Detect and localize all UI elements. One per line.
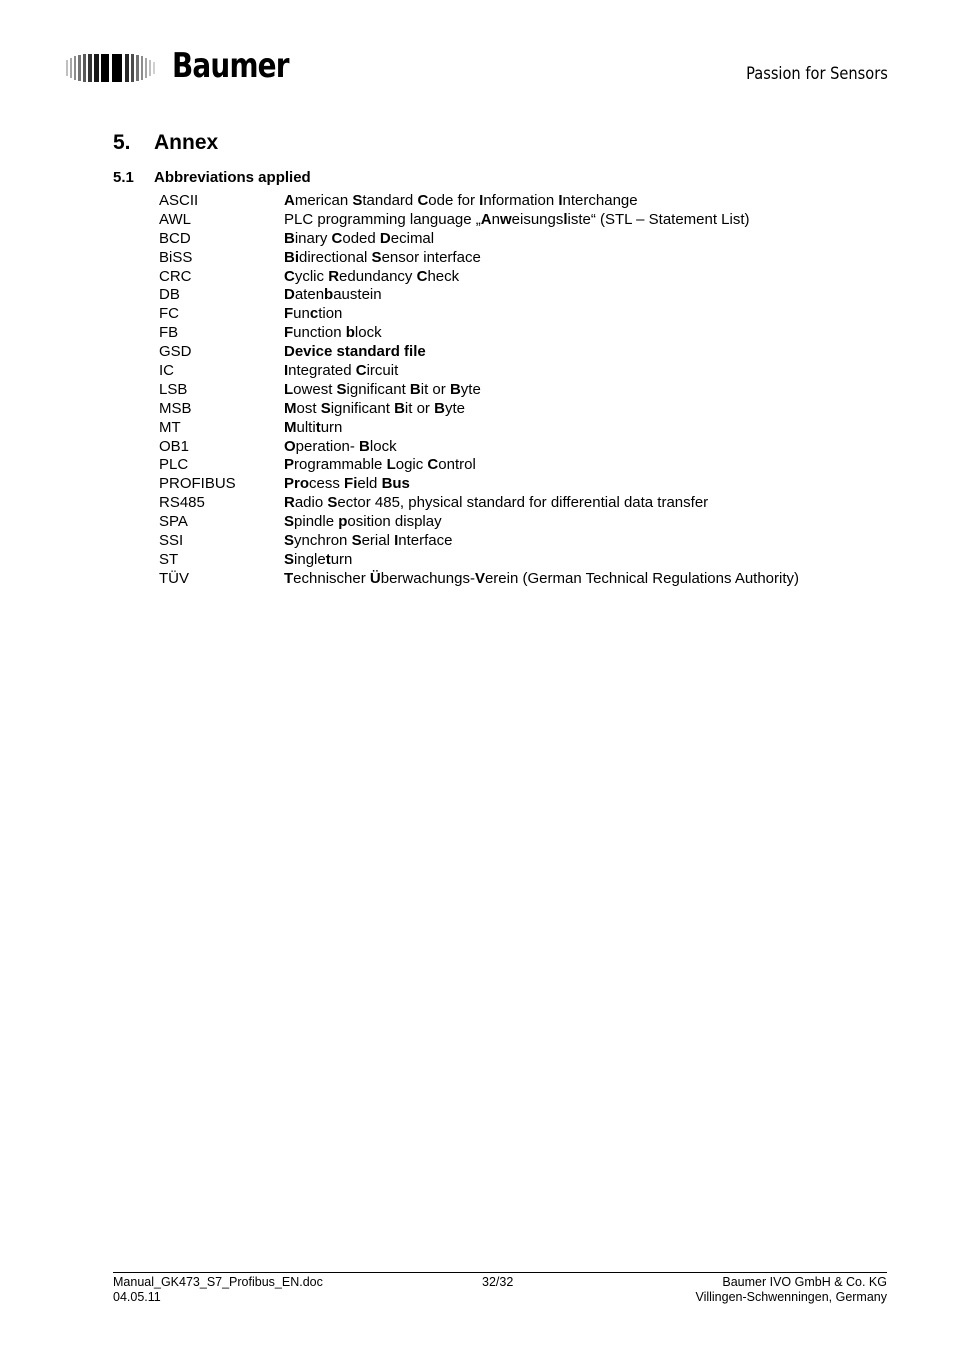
meaning-bold-part: L	[386, 456, 396, 474]
meaning-text-part: tion	[318, 305, 343, 323]
footer-page-number: 32/32	[482, 1275, 514, 1289]
section-title: Annex	[154, 131, 219, 154]
abbreviation-row	[159, 419, 799, 438]
abbreviation-code: TÜV	[159, 569, 189, 587]
abbreviation-code: IC	[159, 362, 174, 380]
meaning-text-part: edundancy	[339, 267, 417, 285]
abbreviation-meaning	[284, 305, 342, 322]
meaning-bold-part: I	[558, 192, 563, 209]
footer-document-info	[113, 1275, 323, 1305]
meaning-bold-part: L	[284, 380, 294, 398]
meaning-text-part: nterface	[398, 532, 453, 550]
abbreviation-row	[159, 438, 799, 457]
meaning-text-part: tandard	[362, 192, 418, 209]
meaning-text-part: yte	[460, 380, 481, 398]
abbreviation-meaning	[284, 324, 382, 341]
meaning-text-part: osition display	[347, 513, 442, 531]
abbreviation-row	[159, 192, 799, 211]
meaning-bold-part: D	[379, 229, 391, 247]
meaning-text-part: lock	[369, 437, 397, 455]
meaning-bold-part: c	[309, 305, 319, 323]
abbreviation-row	[159, 513, 799, 532]
meaning-bold-part: S	[351, 532, 362, 550]
abbreviation-code: OB1	[159, 437, 190, 455]
meaning-text-part: eld	[357, 475, 382, 493]
meaning-text-part: owest	[293, 380, 337, 398]
abbreviation-row	[159, 381, 799, 400]
meaning-text-part: rogrammable	[294, 456, 387, 474]
abbreviation-meaning	[284, 400, 465, 417]
abbreviation-meaning	[284, 362, 398, 379]
abbreviation-row	[159, 343, 799, 362]
brand-tagline: Passion for Sensors	[746, 64, 888, 84]
meaning-text-part: unction	[293, 324, 346, 342]
abbreviation-row	[159, 305, 799, 324]
abbreviation-meaning	[284, 494, 708, 511]
abbreviation-row	[159, 551, 799, 570]
meaning-text-part: ogic	[395, 456, 428, 474]
abbreviation-code: ASCII	[159, 192, 199, 209]
meaning-bold-part: C	[355, 362, 367, 380]
abbreviation-code: FC	[159, 305, 179, 323]
meaning-text-part: ircuit	[366, 362, 399, 380]
meaning-text-part: ode for	[428, 192, 480, 209]
meaning-bold-part: S	[284, 513, 295, 531]
abbreviation-code: PLC	[159, 456, 189, 474]
meaning-bold-part: S	[284, 550, 295, 568]
meaning-bold-part: C	[416, 267, 428, 285]
abbreviation-code: AWL	[159, 210, 191, 228]
meaning-text-part: erial	[361, 532, 395, 550]
meaning-bold-part: S	[371, 248, 382, 266]
meaning-bold-part: B	[284, 229, 295, 247]
meaning-bold-part: S	[320, 399, 331, 417]
meaning-bold-part: w	[499, 210, 512, 228]
meaning-bold-part: I	[394, 532, 399, 550]
meaning-text-part: ulti	[296, 418, 316, 436]
footer-company-info	[695, 1275, 887, 1305]
meaning-bold-part: C	[331, 229, 343, 247]
meaning-text-part: yclic	[294, 267, 329, 285]
meaning-bold-part: M	[284, 418, 297, 436]
footer-filename: Manual_GK473_S7_Profibus_EN.doc	[113, 1275, 323, 1289]
meaning-text-part: it or	[420, 380, 450, 398]
meaning-text-part: ignificant	[330, 399, 395, 417]
abbreviation-code: SSI	[159, 532, 184, 550]
meaning-bold-part: S	[327, 494, 338, 512]
meaning-text-part: ntegrated	[288, 362, 356, 380]
meaning-text-part: heck	[427, 267, 460, 285]
meaning-text-part: directional	[299, 248, 372, 266]
meaning-text-part: n	[491, 210, 500, 228]
meaning-bold-part: B	[449, 380, 461, 398]
abbreviation-meaning	[284, 551, 352, 568]
abbreviation-meaning	[284, 381, 481, 398]
meaning-bold-part: R	[328, 267, 340, 285]
meaning-text-part: adio	[294, 494, 328, 512]
meaning-bold-part: A	[480, 210, 492, 228]
meaning-bold-part: R	[284, 494, 295, 512]
abbreviation-meaning	[284, 249, 481, 266]
meaning-bold-part: Fi	[344, 475, 358, 493]
meaning-text-part: nformation	[483, 192, 559, 209]
meaning-bold-part: P	[284, 456, 295, 474]
abbreviation-row	[159, 494, 799, 513]
abbreviation-code: BiSS	[159, 248, 193, 266]
meaning-text-part: erein (German Technical Regulations Authority)	[484, 569, 800, 587]
meaning-bold-part: D	[284, 286, 295, 304]
meaning-bold-part: S	[284, 532, 295, 550]
abbreviation-code: BCD	[159, 229, 191, 247]
meaning-text-part: pindle	[294, 513, 339, 531]
meaning-bold-part: A	[284, 192, 295, 209]
abbreviation-row	[159, 532, 799, 551]
meaning-text-part: ynchron	[294, 532, 352, 550]
page-header	[66, 46, 888, 90]
meaning-bold-part: M	[284, 399, 297, 417]
meaning-bold-part: Ü	[369, 569, 381, 587]
meaning-text-part: un	[293, 305, 310, 323]
meaning-bold-part: F	[284, 305, 294, 323]
footer-divider	[113, 1272, 887, 1273]
meaning-bold-part: Device standard file	[284, 343, 426, 361]
meaning-bold-part: Bi	[284, 248, 299, 266]
abbreviation-row	[159, 362, 799, 381]
meaning-text-part: iste“ (STL – Statement List)	[567, 210, 750, 228]
abbreviation-meaning	[284, 192, 638, 209]
meaning-bold-part: B	[394, 399, 405, 417]
meaning-text-part: urn	[320, 418, 343, 436]
abbreviation-meaning	[284, 230, 434, 247]
meaning-text-part: berwachungs-	[380, 569, 475, 587]
meaning-bold-part: I	[479, 192, 484, 209]
abbreviation-meaning	[284, 513, 442, 530]
meaning-text-part: cess	[309, 475, 345, 493]
abbreviations-table	[159, 192, 799, 589]
meaning-bold-part: B	[409, 380, 421, 398]
meaning-text-part: merican	[294, 192, 353, 209]
meaning-bold-part: V	[474, 569, 485, 587]
meaning-text-part: ignificant	[346, 380, 410, 398]
meaning-bold-part: p	[338, 513, 348, 531]
meaning-bold-part: F	[284, 324, 294, 342]
meaning-bold-part: Pro	[284, 475, 310, 493]
meaning-text-part: peration-	[295, 437, 360, 455]
abbreviation-meaning	[284, 419, 342, 436]
baumer-logo-icon	[66, 54, 158, 82]
abbreviation-code: PROFIBUS	[159, 475, 236, 493]
meaning-text-part: urn	[330, 550, 353, 568]
footer-date: 04.05.11	[113, 1290, 161, 1304]
subsection-title: Abbreviations applied	[154, 169, 311, 186]
abbreviation-meaning	[284, 532, 452, 549]
abbreviation-code: GSD	[159, 343, 192, 361]
abbreviation-row	[159, 456, 799, 475]
meaning-text-part: lock	[354, 324, 382, 342]
meaning-bold-part: B	[434, 399, 445, 417]
meaning-text-part: yte	[444, 399, 465, 417]
section-heading	[113, 131, 218, 155]
abbreviation-meaning	[284, 570, 799, 587]
meaning-bold-part: T	[284, 569, 294, 587]
meaning-text-part: PLC programming language „	[284, 210, 481, 228]
abbreviation-meaning	[284, 268, 459, 285]
abbreviation-row	[159, 475, 799, 494]
meaning-text-part: it or	[404, 399, 435, 417]
meaning-text-part: nterchange	[562, 192, 638, 209]
meaning-bold-part: l	[563, 210, 568, 228]
meaning-text-part: ontrol	[438, 456, 476, 474]
abbreviation-meaning	[284, 286, 382, 303]
meaning-text-part: ingle	[294, 550, 326, 568]
meaning-bold-part: S	[352, 192, 363, 209]
meaning-text-part: aten	[294, 286, 325, 304]
meaning-bold-part: Bus	[381, 475, 410, 493]
section-number: 5.	[113, 131, 131, 154]
footer-company: Baumer IVO GmbH & Co. KG	[722, 1275, 887, 1289]
meaning-bold-part: t	[315, 418, 321, 436]
meaning-text-part: echnischer	[293, 569, 370, 587]
subsection-heading	[113, 169, 311, 186]
meaning-text-part: austein	[333, 286, 382, 304]
abbreviation-code: DB	[159, 286, 180, 304]
meaning-text-part: ecimal	[390, 229, 435, 247]
meaning-text-part: oded	[342, 229, 380, 247]
abbreviation-code: LSB	[159, 380, 188, 398]
abbreviation-code: MT	[159, 418, 181, 436]
meaning-text-part: inary	[294, 229, 332, 247]
abbreviation-meaning	[284, 475, 410, 492]
meaning-bold-part: b	[324, 286, 334, 304]
meaning-bold-part: t	[325, 550, 331, 568]
meaning-bold-part: O	[284, 437, 296, 455]
meaning-bold-part: C	[284, 267, 295, 285]
abbreviation-meaning	[284, 343, 426, 360]
abbreviation-row	[159, 249, 799, 268]
footer-location: Villingen-Schwenningen, Germany	[695, 1290, 887, 1304]
abbreviation-code: CRC	[159, 267, 192, 285]
meaning-bold-part: b	[345, 324, 355, 342]
abbreviation-code: MSB	[159, 399, 192, 417]
brand-name: Baumer	[172, 46, 289, 86]
abbreviation-meaning	[284, 456, 476, 473]
meaning-bold-part: I	[284, 362, 289, 380]
abbreviation-row	[159, 570, 799, 589]
meaning-bold-part: S	[336, 380, 347, 398]
abbreviation-code: FB	[159, 324, 179, 342]
abbreviation-row	[159, 286, 799, 305]
abbreviation-row	[159, 230, 799, 249]
meaning-bold-part: B	[359, 437, 370, 455]
abbreviation-code: RS485	[159, 494, 205, 512]
abbreviation-row	[159, 211, 799, 230]
meaning-text-part: ost	[296, 399, 321, 417]
abbreviation-code: ST	[159, 550, 179, 568]
abbreviation-row	[159, 324, 799, 343]
meaning-text-part: eisungs	[511, 210, 564, 228]
meaning-bold-part: C	[417, 192, 429, 209]
abbreviation-meaning	[284, 438, 397, 455]
subsection-number: 5.1	[113, 169, 134, 186]
meaning-bold-part: C	[427, 456, 439, 474]
meaning-text-part: ector 485, physical standard for differential data transfer	[337, 494, 709, 512]
abbreviation-row	[159, 400, 799, 419]
abbreviation-code: SPA	[159, 513, 188, 531]
abbreviation-row	[159, 268, 799, 287]
abbreviation-meaning	[284, 211, 750, 228]
meaning-text-part: ensor interface	[381, 248, 481, 266]
